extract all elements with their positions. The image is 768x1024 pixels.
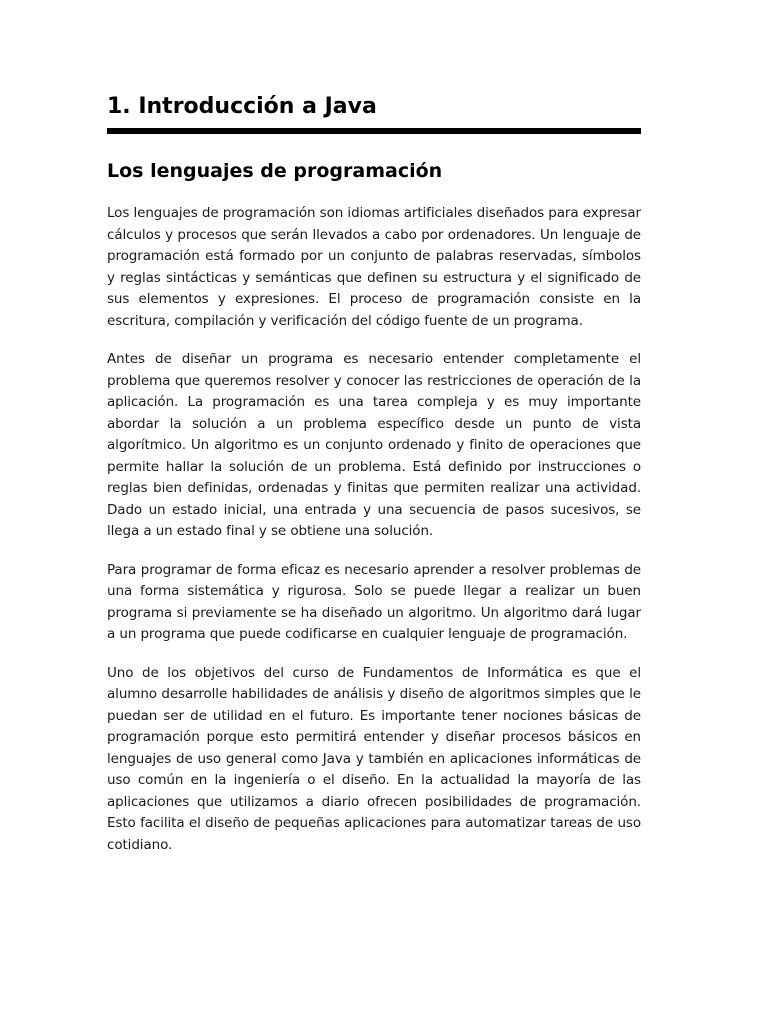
paragraph-3: Para programar de forma eficaz es necesario aprender a resolver problemas de una forma sistemática y rigurosa. Solo se puede llegar a realizar un buen programa si previamente se ha diseñado un algoritmo. Un algoritmo dará lugar a un programa que puede codificarse en cualquier lenguaje de programación. [107, 561, 641, 642]
paragraph-2: Antes de diseñar un programa es necesario entender completamente el problema que queremos resolver y conocer las restricciones de operación de la aplicación. La programación es una tarea compleja y es muy importante abordar la solución a un problema específico desde un punto de vista algorítmico. Un algoritmo es un conjunto ordenado y finito de operaciones que permite hallar la solución de un problema. Está definido por instrucciones o reglas bien definidas, ordenadas y finitas que permiten realizar una actividad. Dado un estado inicial, una entrada y una secuencia de pasos sucesivos, se llega a un estado final y se obtiene una solución. [107, 351, 641, 539]
title-underline-rule [107, 128, 641, 134]
section-title: Los lenguajes de programación [107, 160, 443, 182]
paragraph-1: Los lenguajes de programación son idiomas artificiales diseñados para expresar cálculos y procesos que serán llevados a cabo por ordenadores. Un lenguaje de programación está formado por un conjunto de palabras reservadas, símbolos y reglas sintácticas y semánticas que definen su estructura y el significado de sus elementos y expresiones. El proceso de programación consiste en la escritura, compilación y verificación del código fuente de un programa. [107, 205, 641, 329]
chapter-title: 1. Introducción a Java [107, 94, 377, 119]
body-text [107, 203, 641, 873]
paragraph-4: Uno de los objetivos del curso de Fundamentos de Informática es que el alumno desarrolle habilidades de análisis y diseño de algoritmos simples que le puedan ser de utilidad en el futuro. Es importante tener nociones básicas de programación porque esto permitirá entender y diseñar procesos básicos en lenguajes de uso general como Java y también en aplicaciones informáticas de uso común en la ingeniería o el diseño. En la actualidad la mayoría de las aplicaciones que utilizamos a diario ofrecen posibilidades de programación. Esto facilita el diseño de pequeñas aplicaciones para automatizar tareas de uso cotidiano. [107, 664, 641, 853]
